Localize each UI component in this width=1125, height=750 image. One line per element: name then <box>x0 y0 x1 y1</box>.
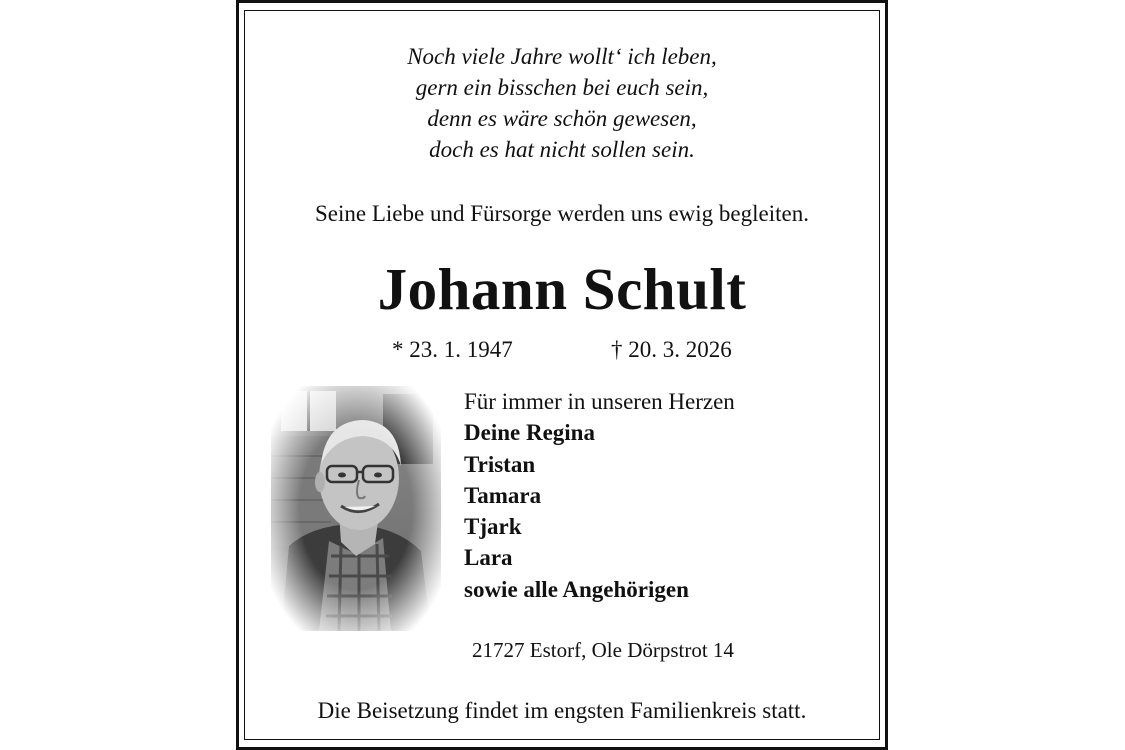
obituary-frame <box>236 0 888 750</box>
family-member: sowie alle Angehörigen <box>464 576 689 602</box>
family-member: Tamara <box>464 482 542 508</box>
family-intro: Für immer in unseren Herzen <box>464 389 735 414</box>
burial-note: Die Beisetzung findet im engsten Familienkreis statt. <box>317 698 807 723</box>
portrait-photo <box>271 386 441 631</box>
poem-line: gern ein bisschen bei euch sein, <box>415 75 709 100</box>
death-date: † 20. 3. 2026 <box>611 337 732 362</box>
poem-line: denn es wäre schön gewesen, <box>427 106 697 131</box>
poem-line: doch es hat nicht sollen sein. <box>429 137 695 162</box>
family-member: Tjark <box>464 514 522 540</box>
poem <box>245 41 879 165</box>
address: 21727 Estorf, Ole Dörpstrot 14 <box>472 638 734 662</box>
family-member: Lara <box>464 545 513 571</box>
deceased-name: Johann Schult <box>377 256 747 322</box>
obituary-inner-border <box>244 10 880 740</box>
family-list <box>464 386 735 605</box>
birth-date: * 23. 1. 1947 <box>392 337 513 362</box>
poem-line: Noch viele Jahre wollt‘ ich leben, <box>407 44 717 69</box>
family-member: Deine Regina <box>464 420 595 446</box>
love-line: Seine Liebe und Fürsorge werden uns ewig begleiten. <box>315 201 809 226</box>
family-member: Tristan <box>464 451 536 477</box>
